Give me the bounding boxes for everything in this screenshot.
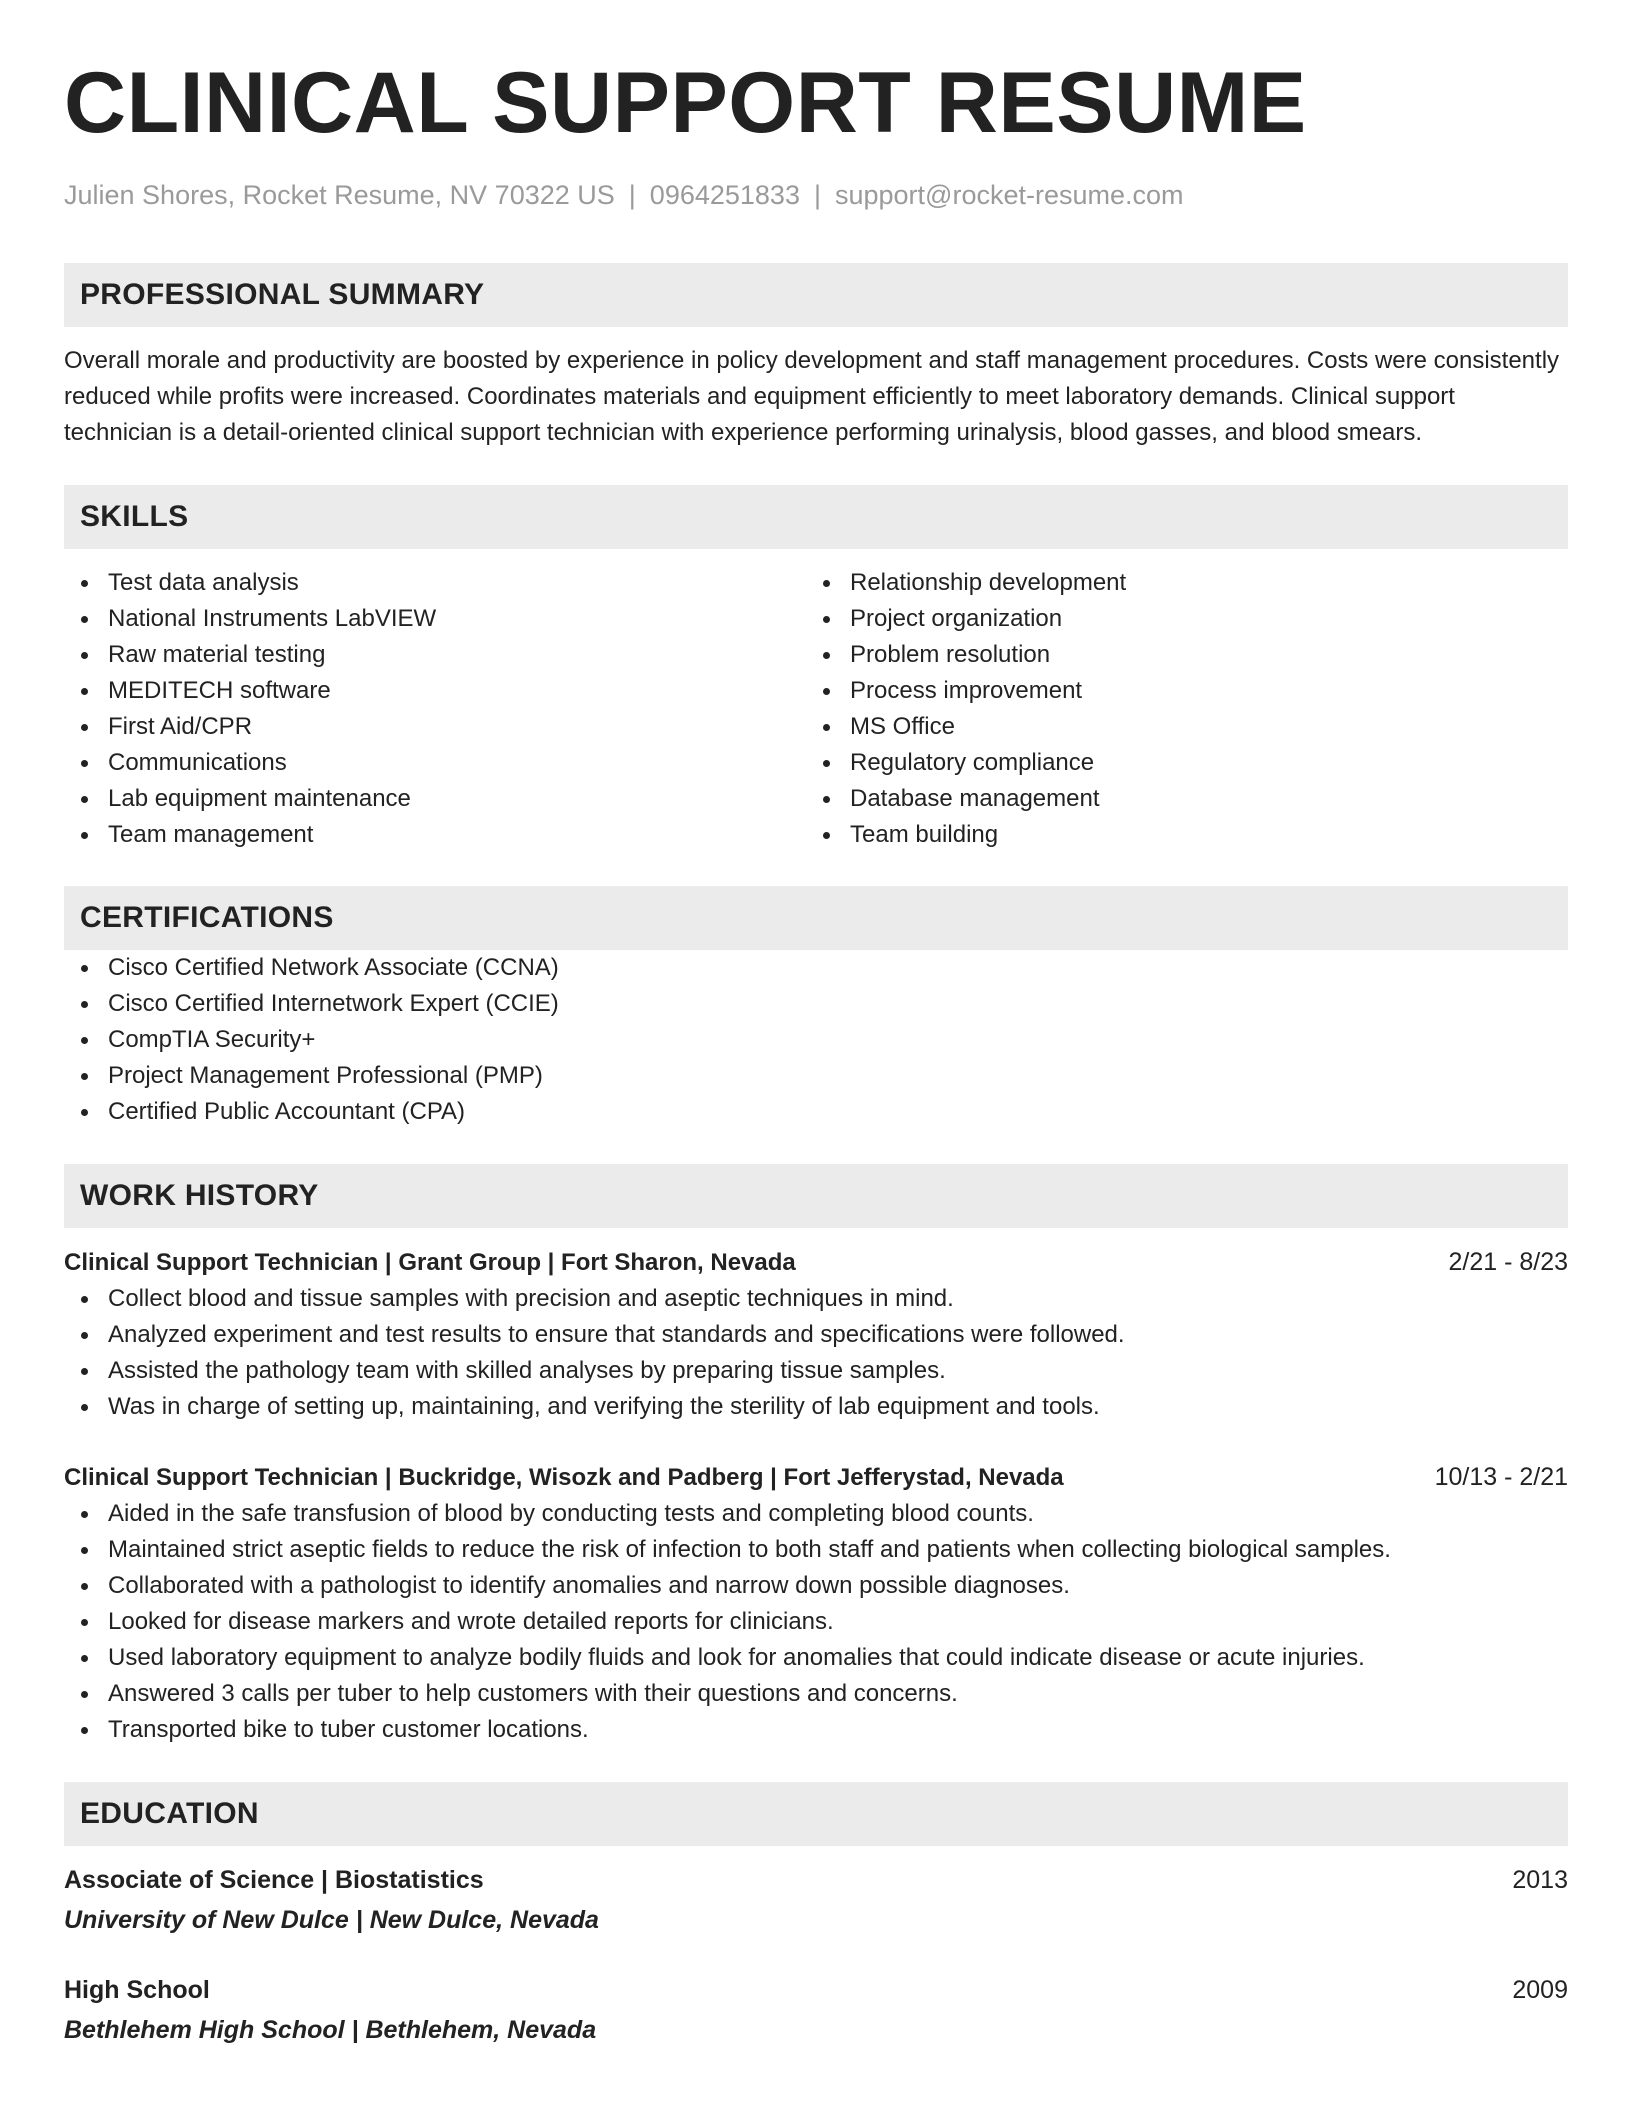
skill-item: Team building: [806, 817, 1548, 853]
contact-separator: |: [813, 180, 821, 210]
skill-item: Database management: [806, 781, 1548, 817]
job-duty-item: Was in charge of setting up, maintaining, and verifying the sterility of lab equipment and tools.: [64, 1389, 1568, 1425]
job-duty-item: Maintained strict aseptic fields to reduce the risk of infection to both staff and patients when collecting biological samples.: [64, 1532, 1568, 1568]
education-degree: Associate of Science | Biostatistics: [64, 1866, 484, 1894]
skill-item: Problem resolution: [806, 637, 1548, 673]
job-dates: 10/13 - 2/21: [1434, 1463, 1568, 1491]
skill-item: Test data analysis: [64, 565, 806, 601]
skill-item: Process improvement: [806, 673, 1548, 709]
job-duty-item: Looked for disease markers and wrote detailed reports for clinicians.: [64, 1604, 1568, 1640]
skill-item: Team management: [64, 817, 806, 853]
skill-item: National Instruments LabVIEW: [64, 601, 806, 637]
education-school: University of New Dulce | New Dulce, Nevada: [64, 1906, 599, 1934]
job-duty-item: Aided in the safe transfusion of blood by conducting tests and completing blood counts.: [64, 1496, 1568, 1532]
job-title: Clinical Support Technician | Grant Group | Fort Sharon, Nevada: [64, 1249, 796, 1276]
contact-line: [64, 178, 1568, 212]
skills-list-left: [64, 565, 806, 853]
skills-columns: [64, 565, 1568, 853]
skills-column-left: [64, 565, 806, 853]
contact-email: support@rocket-resume.com: [834, 180, 1184, 210]
job-duty-item: Answered 3 calls per tuber to help customers with their questions and concerns.: [64, 1676, 1568, 1712]
skill-item: Communications: [64, 745, 806, 781]
certification-item: Cisco Certified Network Associate (CCNA): [64, 950, 1568, 986]
skill-item: Project organization: [806, 601, 1548, 637]
job-dates: 2/21 - 8/23: [1448, 1248, 1568, 1276]
contact-phone: 0964251833: [649, 180, 800, 210]
certification-item: CompTIA Security+: [64, 1022, 1568, 1058]
certification-item: Project Management Professional (PMP): [64, 1058, 1568, 1094]
skill-item: MEDITECH software: [64, 673, 806, 709]
section-heading-skills: SKILLS: [64, 485, 1568, 549]
skill-item: First Aid/CPR: [64, 709, 806, 745]
section-heading-work-history: WORK HISTORY: [64, 1164, 1568, 1228]
job-duties-list: [64, 1281, 1568, 1425]
section-heading-education: EDUCATION: [64, 1782, 1568, 1846]
job-duties-list: [64, 1496, 1568, 1748]
contact-address: Julien Shores, Rocket Resume, NV 70322 US: [64, 180, 615, 210]
skill-item: Relationship development: [806, 565, 1548, 601]
skills-column-right: [806, 565, 1548, 853]
job-duty-item: Used laboratory equipment to analyze bodily fluids and look for anomalies that could indicate disease or acute injuries.: [64, 1640, 1568, 1676]
job-duty-item: Collaborated with a pathologist to identify anomalies and narrow down possible diagnoses.: [64, 1568, 1568, 1604]
job-duty-item: Collect blood and tissue samples with precision and aseptic techniques in mind.: [64, 1281, 1568, 1317]
job-title: Clinical Support Technician | Buckridge, Wisozk and Padberg | Fort Jefferystad, Nevada: [64, 1464, 1064, 1491]
education-heading-row: [64, 1972, 1568, 2008]
education-school: Bethlehem High School | Bethlehem, Nevada: [64, 2016, 597, 2044]
education-year: 2013: [1512, 1866, 1568, 1894]
section-heading-summary: PROFESSIONAL SUMMARY: [64, 263, 1568, 327]
resume-title: CLINICAL SUPPORT RESUME: [64, 55, 1307, 151]
job-duty-item: Analyzed experiment and test results to ensure that standards and specifications were followed.: [64, 1317, 1568, 1353]
skills-list-right: [806, 565, 1548, 853]
skill-item: Lab equipment maintenance: [64, 781, 806, 817]
job-heading-row: [64, 1459, 1568, 1496]
skill-item: Regulatory compliance: [806, 745, 1548, 781]
education-degree: High School: [64, 1976, 210, 2004]
job-heading-row: [64, 1244, 1568, 1281]
job-duty-item: Transported bike to tuber customer locations.: [64, 1712, 1568, 1748]
certification-item: Certified Public Accountant (CPA): [64, 1094, 1568, 1130]
certifications-list: [64, 950, 1568, 1130]
education-heading-row: [64, 1862, 1568, 1898]
education-year: 2009: [1512, 1976, 1568, 2004]
section-heading-certifications: CERTIFICATIONS: [64, 886, 1568, 950]
skill-item: Raw material testing: [64, 637, 806, 673]
contact-separator: |: [628, 180, 636, 210]
certification-item: Cisco Certified Internetwork Expert (CCIE): [64, 986, 1568, 1022]
skill-item: MS Office: [806, 709, 1548, 745]
summary-text: Overall morale and productivity are boosted by experience in policy development and staff management procedures. Costs were consistently reduced while profits were increased. Coordinates materials and equipment efficiently to meet laboratory demands. Clinical support technician is a detail-oriented clinical support technician with experience performing urinalysis, blood gasses, and blood smears.: [64, 347, 1560, 446]
job-duty-item: Assisted the pathology team with skilled analyses by preparing tissue samples.: [64, 1353, 1568, 1389]
